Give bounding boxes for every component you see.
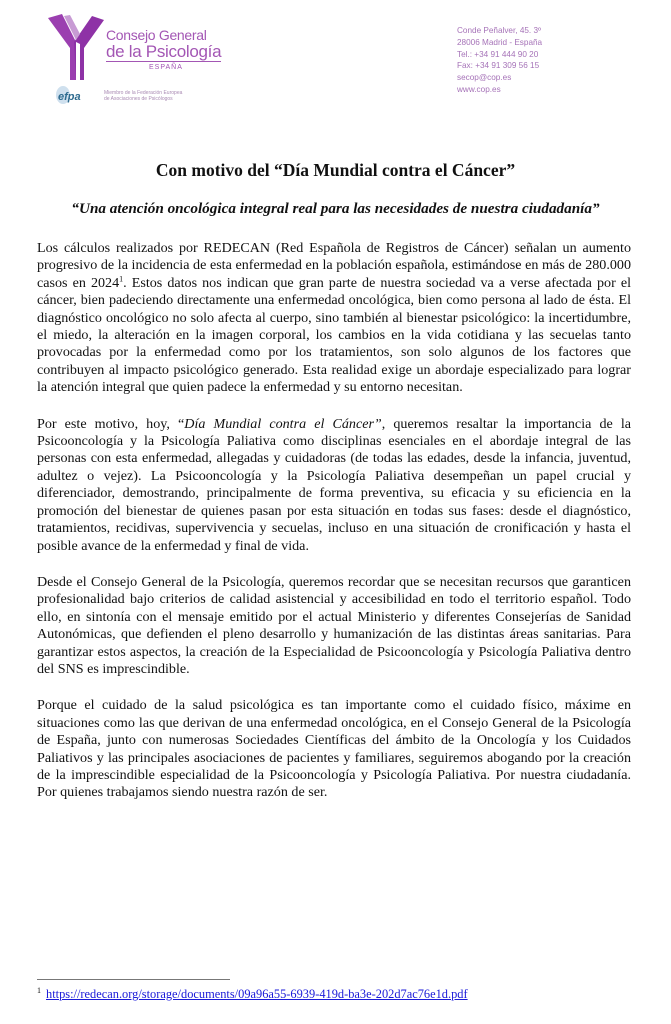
paragraph-2 [37,416,631,555]
org-country: ESPAÑA [149,64,183,71]
contact-fax: Fax: +34 91 309 56 15 [457,61,540,71]
paragraph-4: Porque el cuidado de la salud psicológica es tan importante como el cuidado físico, máxime en situaciones como las que derivan de una enfermedad oncológica, en el Consejo General de la Psicología de España, junto con numerosas Sociedades Científicas del ámbito de la Oncología y los Cuidados Paliativos y las principales asociaciones de pacientes y familiares, seguiremos abogando por la creación de la imprescindible especialidad de la Psicooncología y Psicología Paliativa. Por nuestra ciudadanía. Por quienes trabajamos siendo nuestra razón de ser. [37,697,631,801]
efpa-logo-text: efpa [58,91,81,103]
letterhead [0,0,671,115]
footnote-divider [37,979,230,980]
efpa-note-line1: Miembro de la Federación Europea [104,90,183,96]
paragraph-3: Desde el Consejo General de la Psicología, queremos recordar que se necesitan recursos que garanticen profesionalidad bajo criterios de calidad asistencial y accesibilidad en todo el territorio español. Todo ello, en sintonía con el mensaje emitido por el actual Ministerio y diferentes Consejerías de Sanidad Autonómicas, que defienden el pleno desarrollo y humanización de las distintas áreas sanitarias. Para garantizar estos aspectos, la creación de la Especialidad de Psicooncología y Psicología Paliativa dentro del SNS es imprescindible. [37,573,631,677]
paragraph-1-text-b: . Estos datos nos indican que gran parte de nuestra sociedad va a verse afectada por el cáncer, bien padeciendo directamente una enfermedad oncológica, bien como persona al lado de ésta. El diagnóstico oncológico no solo afecta al cuerpo, sino también al bienestar psicológico: la incertidumbre, el miedo, la alteración en la imagen corporal, los cambios en la vida cotidiana y las secuelas tanto provocadas por la enfermedad como por los tratamientos, son solo algunos de los factores que contribuyen al impacto psicológico generado. Esta realidad exige un abordaje especializado para lograr la atención integral que quien padece la enfermedad y su entorno necesitan. [37,274,631,396]
footnote-number: 1 [37,985,41,995]
cop-logo [46,12,236,107]
paragraph-1-text-a: Los cálculos realizados por REDECAN (Red Española de Registros de Cáncer) señalan un aumento progresivo de la incidencia de esta enfermedad en la población española, estimándose en más de 280.000 casos en 2024 [37,240,631,291]
footnote-ref[interactable]: 1 [119,274,124,284]
contact-email[interactable]: secop@cop.es [457,73,512,83]
footnote [37,987,468,1002]
efpa-note-line2: de Asociaciones de Psicólogos [104,96,173,102]
paragraph-2-text-a: Por este motivo, hoy, “ [37,415,185,432]
paragraph-2-emphasis: Día Mundial contra el Cáncer” [184,415,382,432]
contact-block [457,25,542,96]
paragraph-1 [37,240,631,397]
paragraph-2-text-b: , queremos resaltar la importancia de la Psicooncología y la Psicología Paliativa como disciplinas esenciales en el abordaje integral de las personas con esta enfermedad, allegadas y cuidadoras (de todas las edades, desde la infancia, juventud, adultez o vejez). La Psicooncología y la Psicología Paliativa desempeñan un papel crucial y diferenciador, demostrando, principalmente de forma preventiva, su eficacia y su eficiencia en la promoción del bienestar de quienes pasan por esta situación en todas sus fases: desde el diagnóstico, tratamientos, recidivas, supervivencia y secuelas, incluso en una situación de cronificación y hasta el posible avance de la enfermedad y final de vida. [37,415,631,554]
document-subtitle: “Una atención oncológica integral real para las necesidades de nuestra ciudadanía” [71,200,600,217]
y-logo-icon [46,12,108,82]
document-body [37,240,631,821]
document-title: Con motivo del “Día Mundial contra el Cáncer” [155,160,516,180]
org-name [106,28,221,62]
efpa-membership-note [104,90,182,102]
contact-address: Conde Peñalver, 45. 3º [457,26,542,35]
org-name-line2: de la Psicología [106,42,222,61]
contact-web[interactable]: www.cop.es [457,84,501,94]
contact-tel: Tel.: +34 91 444 90 20 [457,49,539,59]
footnote-link[interactable]: https://redecan.org/storage/documents/09a96a55-6939-419d-ba3e-202d7ac76e1d.pdf [46,987,468,1001]
contact-city: 28006 Madrid - España [457,37,543,47]
org-name-line1: Consejo General [106,27,207,43]
